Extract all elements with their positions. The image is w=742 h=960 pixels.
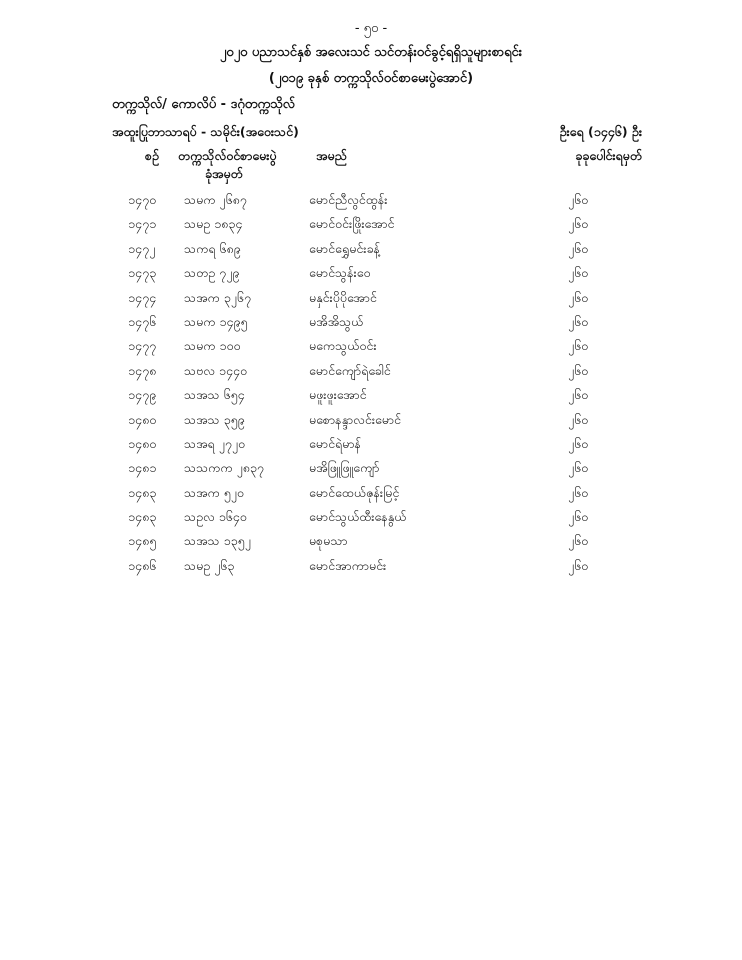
exam-seat-number: သအက ၃၂၆၇ bbox=[184, 289, 251, 305]
total-score: ၂၆၀ bbox=[568, 338, 589, 354]
student-name: မောင်သွယ်ထီးနေနွယ် bbox=[309, 509, 407, 525]
exam-seat-number: သတဥ ၇၂၉ bbox=[184, 265, 240, 281]
row-number: ၁၄၇၆ bbox=[128, 313, 157, 329]
student-name: မောင်အာကာမင်း bbox=[309, 557, 387, 573]
row-number: ၁၄၇၁ bbox=[128, 216, 157, 232]
student-name: မောင်ဝင်းဖြိုးအောင် bbox=[309, 216, 395, 232]
row-number: ၁၄၇၀ bbox=[128, 192, 157, 207]
total-score: ၂၆၀ bbox=[568, 362, 589, 378]
table-row bbox=[0, 192, 742, 216]
row-number: ၁၄၇၃ bbox=[128, 265, 157, 281]
total-score: ၂၆၀ bbox=[568, 289, 589, 305]
column-header-exam-seat-line2: ခုံအမှတ် bbox=[205, 166, 243, 181]
total-score: ၂၆၀ bbox=[568, 533, 589, 549]
table-row bbox=[0, 436, 742, 460]
table-row bbox=[0, 314, 742, 338]
column-header-name: အမည် bbox=[316, 148, 347, 163]
student-name: မစောနန္ဒာလင်းမောင် bbox=[309, 411, 401, 427]
exam-seat-number: သအရ ၂၇၂၀ bbox=[184, 435, 246, 451]
table-row bbox=[0, 363, 742, 387]
row-number: ၁၄၇၄ bbox=[128, 289, 157, 305]
total-score: ၂၆၀ bbox=[568, 435, 589, 451]
total-score: ၂၆၀ bbox=[568, 460, 589, 476]
table-row bbox=[0, 460, 742, 484]
university-line: တက္ကသိုလ်/ ကောလိပ် - ဒဂုံတက္ကသိုလ် bbox=[112, 97, 295, 112]
table-row bbox=[0, 485, 742, 509]
table-row bbox=[0, 558, 742, 582]
total-score: ၂၆၀ bbox=[568, 484, 589, 500]
row-number: ၁၄၈၀ bbox=[128, 411, 157, 427]
row-number: ၁၄၇၂ bbox=[128, 240, 156, 256]
student-name: မကေသွယ်ဝင်း bbox=[309, 338, 377, 354]
student-name: မအိအိသွယ် bbox=[309, 313, 364, 329]
column-header-number: စဉ် bbox=[145, 148, 159, 163]
quota-count: ဦးရေ (၁၄၄၆) ဦး bbox=[559, 124, 642, 139]
total-score: ၂၆၀ bbox=[568, 240, 589, 256]
exam-seat-number: သမက ၂၆၈၇ bbox=[184, 192, 247, 207]
student-name: မအိဖြူဖြူကျော် bbox=[309, 460, 380, 476]
table-row bbox=[0, 216, 742, 240]
student-name: မောင်ထေယ်ဇုန်းမြင့် bbox=[309, 484, 400, 500]
total-score: ၂၆၀ bbox=[568, 313, 589, 329]
table-row bbox=[0, 387, 742, 411]
student-name: မောင်ညီလွင်ထွန်း bbox=[309, 192, 388, 207]
exam-seat-number: သမက ၁၀၀ bbox=[184, 338, 241, 354]
exam-seat-number: သဥလ ၁၆၄၀ bbox=[184, 509, 247, 525]
exam-seat-number: သအက ၅၂၀ bbox=[184, 484, 244, 500]
exam-seat-number: သအသ ၁၃၅၂ bbox=[184, 533, 251, 549]
document-title: ၂၀၂၀ ပညာသင်နှစ် အလေးသင် သင်တန်းဝင်ခွင့်ရရှိသူများစာရင်း bbox=[219, 45, 523, 60]
student-name: မစုမသာ bbox=[309, 533, 348, 549]
total-score: ၂၆၀ bbox=[568, 557, 589, 573]
student-name: မောင်ရွှေမင်းခန့် bbox=[309, 240, 380, 256]
row-number: ၁၄၈၃ bbox=[128, 484, 157, 500]
column-header-exam-seat: တက္ကသိုလ်ဝင်စာမေးပွဲ bbox=[178, 148, 277, 163]
student-name: မောင်ရဲမာန် bbox=[309, 435, 361, 451]
exam-seat-number: သမဥ ၂၆၃ bbox=[184, 557, 235, 573]
total-score: ၂၆၀ bbox=[568, 216, 589, 232]
row-number: ၁၄၇၉ bbox=[128, 387, 157, 403]
row-number: ၁၄၇၈ bbox=[128, 362, 157, 378]
table-row bbox=[0, 241, 742, 265]
table-row bbox=[0, 533, 742, 557]
exam-seat-number: သသကက ၂၈၃၇ bbox=[184, 460, 264, 476]
row-number: ၁၄၈၅ bbox=[128, 533, 157, 549]
document-subtitle: (၂၀၁၉ ခုနှစ် တက္ကသိုလ်ဝင်စာမေးပွဲအောင်) bbox=[268, 71, 474, 86]
student-name: မနှင်းပိုပိုအောင် bbox=[309, 289, 377, 305]
table-row bbox=[0, 290, 742, 314]
row-number: ၁၄၈၀ bbox=[128, 435, 157, 451]
row-number: ၁၄၈၁ bbox=[128, 460, 157, 476]
column-header-total-score: ခုခုပေါင်းရမှတ် bbox=[575, 148, 642, 163]
row-number: ၁၄၈၆ bbox=[128, 557, 157, 573]
exam-seat-number: သမဥ ၁၈၃၄ bbox=[184, 216, 243, 232]
row-number: ၁၄၇၇ bbox=[128, 338, 157, 354]
student-name: မောင်သွန်းဝေ bbox=[309, 265, 371, 281]
table-row bbox=[0, 412, 742, 436]
results-table bbox=[0, 192, 742, 582]
exam-seat-number: သကရ ၆၈၉ bbox=[184, 240, 241, 256]
student-name: မောင်ကျော်ရဲခေါင် bbox=[309, 362, 391, 378]
table-row bbox=[0, 509, 742, 533]
table-row bbox=[0, 338, 742, 362]
total-score: ၂၆၀ bbox=[568, 509, 589, 525]
total-score: ၂၆၀ bbox=[568, 387, 589, 403]
student-name: မဖူးဖူးအောင် bbox=[309, 387, 367, 403]
row-number: ၁၄၈၃ bbox=[128, 509, 157, 525]
exam-seat-number: သဗလ ၁၄၄၀ bbox=[184, 362, 248, 378]
exam-seat-number: သအသ ၆၅၄ bbox=[184, 387, 245, 403]
table-row bbox=[0, 265, 742, 289]
total-score: ၂၆၀ bbox=[568, 265, 589, 281]
page-number: - ၅၀ - bbox=[354, 21, 388, 36]
exam-seat-number: သအသ ၃၅၉ bbox=[184, 411, 245, 427]
total-score: ၂၆၀ bbox=[568, 192, 589, 207]
exam-seat-number: သမက ၁၄၉၅ bbox=[184, 313, 248, 329]
total-score: ၂၆၀ bbox=[568, 411, 589, 427]
major-subject-line: အထူးပြုဘာသာရပ် - သမိုင်း(အဝေးသင်) bbox=[112, 124, 299, 139]
